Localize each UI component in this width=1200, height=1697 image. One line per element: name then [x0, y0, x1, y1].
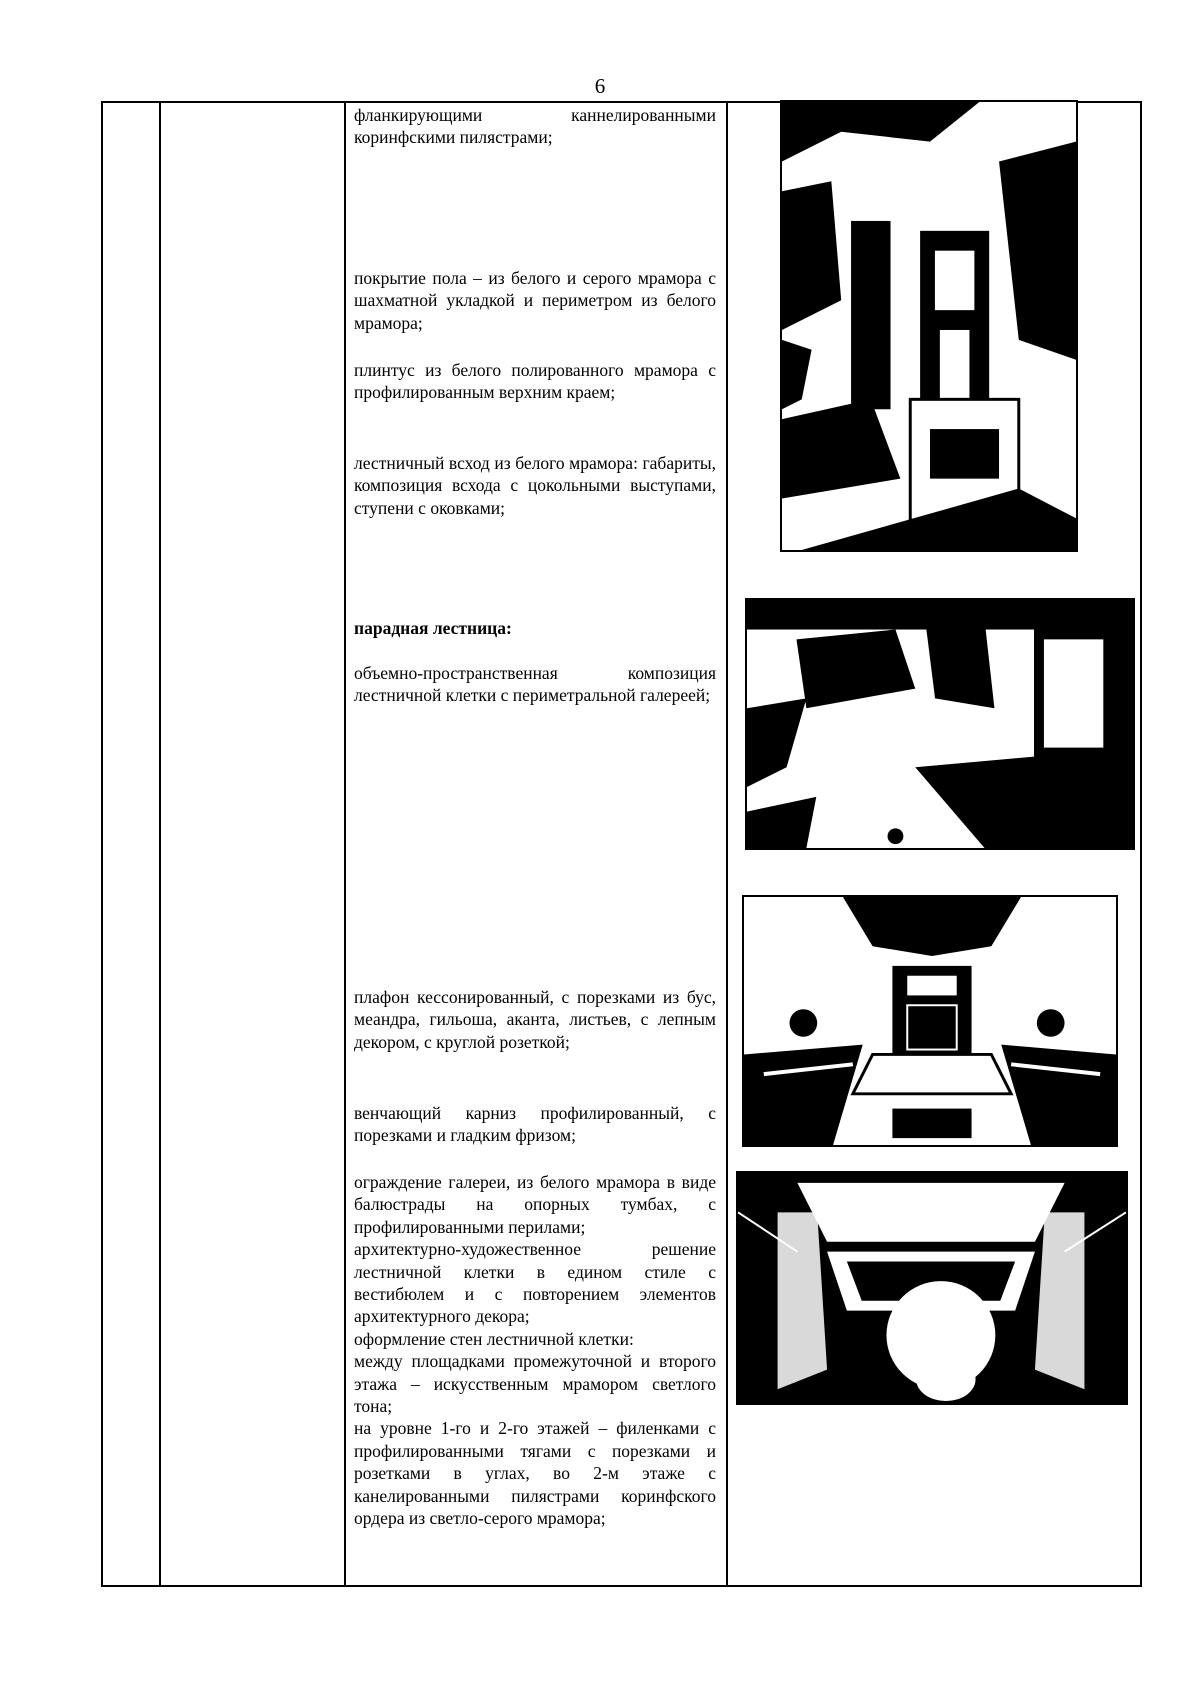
text-block-pilasters: фланкирующими каннелированными коринфскими пилястрами;	[354, 105, 716, 148]
photo-vestibule-staircase-entrance	[780, 100, 1078, 552]
column-divider-3	[726, 101, 728, 1587]
photo-staircase-landing	[745, 598, 1135, 850]
text-block-cornice: венчающий карниз профилированный, с порезками и гладким фризом;	[354, 1103, 716, 1146]
text-block-floor: покрытие пола – из белого и серого мрамора с шахматной укладкой и периметром из белого мрамора;	[354, 268, 716, 333]
column-divider-2	[344, 101, 346, 1587]
section-heading-main-staircase: парадная лестница:	[354, 618, 512, 638]
text-block-walls: ограждение галереи, из белого мрамора в виде балюстрады на опорных тумбах, с профилированными перилами; архитектурно-художественное решение лестничной клетки в едином стиле с вестибюлем и с повторением элементов архитектурного декора; оформление стен лестничной клетки: между площадками промежуточной и второго этажа – искусственным мрамором светлого тона; на уровне 1-го и 2-го этажей – филенками с профилированными тягами с порезками и розетками в углах, во 2-м этаже с канелированными пилястрами коринфского ордера из светло-серого мрамора;	[354, 1172, 716, 1529]
text-block-stair-entrance: лестничный всход из белого мрамора: габариты, композиция всхода с цокольными выступами, ступени с оковками;	[354, 453, 716, 518]
text-block-plinth: плинтус из белого полированного мрамора с профилированным верхним краем;	[354, 360, 716, 403]
column-divider-1	[159, 101, 161, 1587]
text-block-composition: объемно-пространственная композиция лестничной клетки с периметральной галереей;	[354, 663, 716, 706]
text-block-ceiling: плафон кессонированный, с порезками из бус, меандра, гильоша, аканта, листьев, с лепным декором, с круглой розеткой;	[354, 987, 716, 1052]
photo-staircase-gallery-balustrade	[742, 895, 1118, 1147]
photo-coffered-ceiling-rosette	[736, 1171, 1128, 1405]
page-number: 6	[594, 74, 606, 98]
